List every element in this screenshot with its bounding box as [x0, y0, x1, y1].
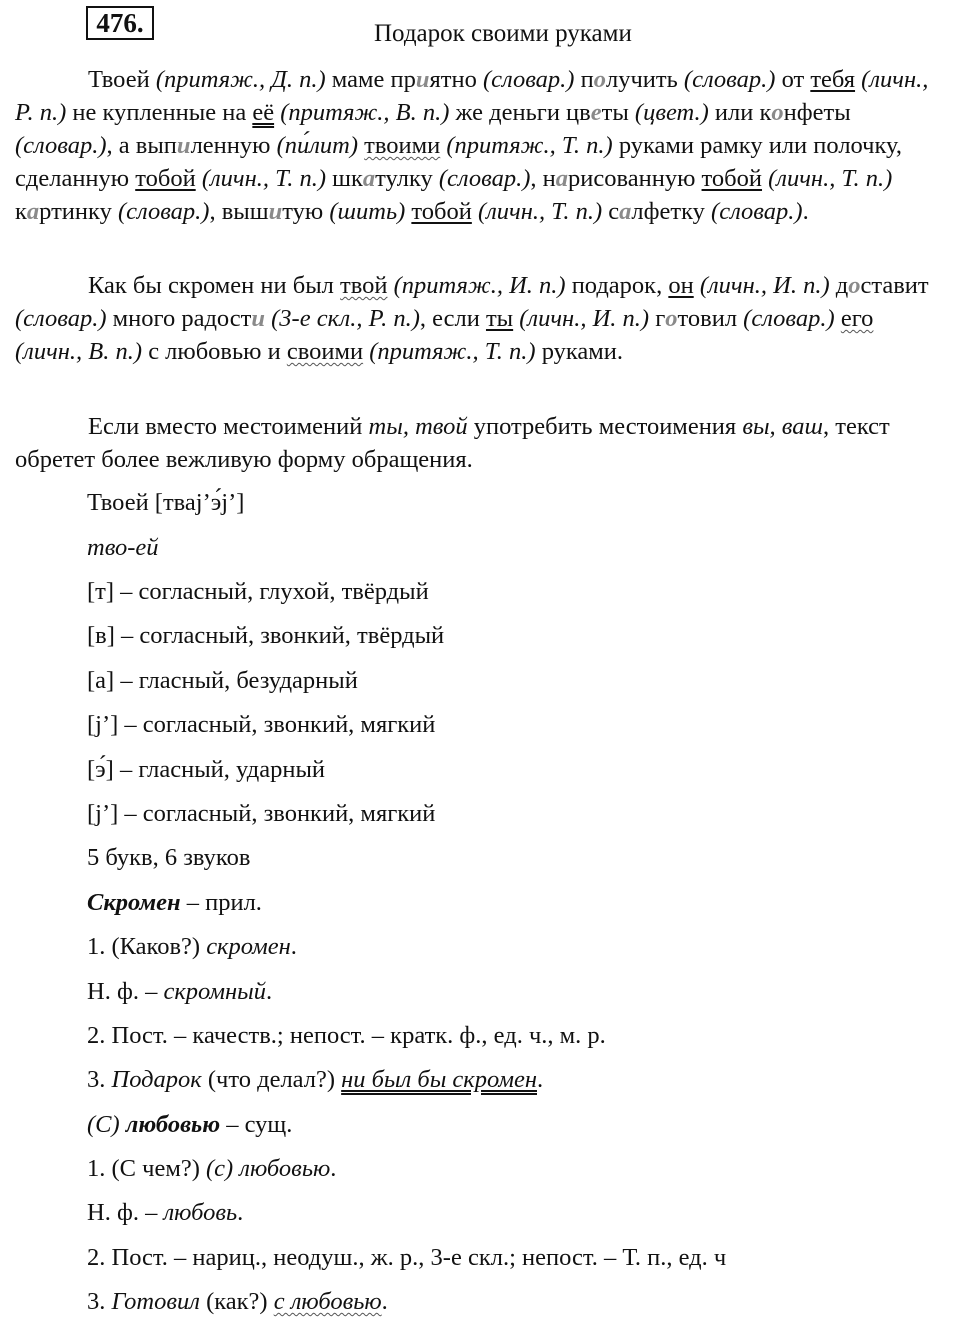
morph-line: 1. (С чем?) (с) любовью.	[87, 1155, 337, 1182]
morph-header-noun	[87, 1110, 292, 1140]
text-run: – прил.	[180, 889, 262, 916]
text-run: , выш	[209, 198, 269, 225]
text-run-italic: (с) любовью	[205, 1155, 331, 1182]
grammar-note: (личн., Т. п.)	[477, 198, 603, 225]
predicate-underlined: ни был бы скромен	[341, 1066, 537, 1093]
underlined-word: тобой	[701, 165, 763, 192]
text-run: Н. ф. –	[87, 978, 164, 1005]
vowel-highlight: и	[251, 305, 266, 332]
grammar-note: (3-е скл., Р. п.)	[271, 305, 420, 332]
text-run: , а вып	[106, 132, 177, 159]
text-run: товил	[677, 305, 744, 332]
sound-analysis-line: [т] – согласный, глухой, твёрдый	[87, 578, 429, 605]
grammar-note: (пи́лит)	[276, 132, 359, 159]
vowel-highlight: и	[415, 66, 430, 93]
text-run: .	[381, 1288, 388, 1315]
paragraph-3	[15, 410, 945, 476]
text-run: ставит	[860, 272, 929, 299]
morph-header-adjective	[87, 888, 262, 918]
morph-line	[87, 1065, 543, 1095]
grammar-note: (личн., Р. п.)	[15, 66, 929, 126]
morph-line: Н. ф. – любовь.	[87, 1199, 244, 1226]
vowel-highlight: е	[590, 99, 602, 126]
grammar-note: (словар.)	[743, 305, 835, 332]
text-run-italic: Готовил	[111, 1288, 200, 1315]
text-run: 1. (Каков?)	[87, 933, 207, 960]
sound-analysis-line: [а] – гласный, безударный	[87, 667, 358, 694]
vowel-highlight: и	[176, 132, 191, 159]
text-run: ленную	[190, 132, 277, 159]
text-run: , текст обретет более вежливую форму обращения.	[15, 413, 890, 473]
text-run: (что делал?)	[201, 1066, 342, 1093]
text-run: 3.	[87, 1066, 112, 1093]
text-run: же деньги цв	[449, 99, 591, 126]
analyzed-word: любовью	[125, 1111, 221, 1138]
text-run-italic: скромен	[206, 933, 291, 960]
sound-analysis-line: [j’] – согласный, звонкий, мягкий	[87, 711, 436, 738]
sound-analysis-line: [э́] – гласный, ударный	[87, 756, 326, 783]
morph-line: Н. ф. – скромный.	[87, 978, 273, 1005]
text-run: .	[802, 198, 809, 225]
underlined-word: тебя	[810, 66, 856, 93]
exercise-number: 476.	[86, 6, 154, 40]
grammar-note: (личн., И. п.)	[519, 305, 650, 332]
grammar-note: (притяж., Т. п.)	[369, 338, 536, 365]
text-run: Твоей	[88, 66, 156, 93]
sound-analysis-line: [в] – согласный, звонкий, твёрдый	[87, 622, 445, 649]
syllable-split: тво-ей	[87, 534, 159, 561]
text-run-italic: любовь	[163, 1199, 238, 1226]
pronoun-example: вы, ваш	[742, 413, 824, 440]
grammar-note: (цвет.)	[634, 99, 709, 126]
text-run: ты	[601, 99, 635, 126]
underlined-word: своими	[286, 338, 364, 365]
text-run: г	[649, 305, 666, 332]
text-run: п	[574, 66, 594, 93]
vowel-highlight: а	[362, 165, 376, 192]
grammar-note: (шить)	[329, 198, 406, 225]
grammar-note: (притяж., Т. п.)	[446, 132, 613, 159]
text-run: от	[775, 66, 811, 93]
text-run: тулку	[375, 165, 439, 192]
morph-line	[87, 1287, 388, 1317]
paragraph-1	[15, 63, 945, 228]
text-run: , если	[419, 305, 486, 332]
text-run: не купленные на	[66, 99, 253, 126]
text-run: 3.	[87, 1288, 112, 1315]
morph-line: 2. Пост. – качеств.; непост. – кратк. ф., ед. ч., м. р.	[87, 1022, 606, 1049]
text-run: лфетку	[631, 198, 712, 225]
analyzed-word: Скромен	[87, 889, 181, 916]
text-run: руками.	[535, 338, 624, 365]
vowel-highlight: о	[771, 99, 784, 126]
grammar-note: (словар.)	[15, 305, 107, 332]
grammar-note: (словар.)	[711, 198, 803, 225]
vowel-highlight: а	[555, 165, 569, 192]
text-run: рисованную	[568, 165, 702, 192]
underlined-word: твой	[340, 272, 388, 299]
pronoun-example: ты, твой	[368, 413, 468, 440]
text-run: 1. (С чем?)	[87, 1155, 206, 1182]
text-run: д	[829, 272, 849, 299]
morph-line: 1. (Каков?) скромен.	[87, 933, 297, 960]
vowel-highlight: о	[593, 66, 606, 93]
grammar-note: (словар.)	[438, 165, 531, 192]
vowel-highlight: а	[26, 198, 40, 225]
vowel-highlight: а	[619, 198, 632, 225]
sound-analysis-line: [j’] – согласный, звонкий, мягкий	[87, 800, 436, 827]
grammar-note: (личн., В. п.)	[15, 338, 143, 365]
text-run: ртинку	[39, 198, 118, 225]
text-run: руками рамку или полочку, сделанную	[15, 132, 902, 192]
underlined-word: твоими	[364, 132, 441, 159]
grammar-note: (притяж., Д. п.)	[155, 66, 326, 93]
underlined-word: он	[668, 272, 694, 299]
underlined-word: тобой	[135, 165, 196, 192]
text-run: Н. ф. –	[87, 1199, 164, 1226]
grammar-note: (притяж., И. п.)	[393, 272, 566, 299]
text-title: Подарок своими руками	[374, 20, 632, 47]
text-run: Как бы скромен ни был	[88, 272, 341, 299]
grammar-note: (притяж., В. п.)	[280, 99, 450, 126]
text-run: маме пр	[325, 66, 416, 93]
text-run: .	[537, 1066, 544, 1093]
grammar-note: (словар.)	[15, 132, 107, 159]
paragraph-2	[15, 269, 945, 368]
grammar-note: (личн., Т. п.)	[201, 165, 326, 192]
underlined-word: его	[840, 305, 874, 332]
text-run: шк	[326, 165, 363, 192]
grammar-note: (словар.)	[482, 66, 575, 93]
letter-sound-count: 5 букв, 6 звуков	[87, 844, 251, 871]
text-run: много радост	[106, 305, 252, 332]
vowel-highlight: о	[665, 305, 678, 332]
text-run-italic: (С)	[87, 1111, 126, 1138]
text-run: с любовью и	[142, 338, 287, 365]
vowel-highlight: о	[848, 272, 861, 299]
grammar-note: (личн., Т. п.)	[768, 165, 893, 192]
text-run: употребить местоимения	[467, 413, 743, 440]
underlined-word: ты	[485, 305, 514, 332]
text-run-italic: скромный	[163, 978, 266, 1005]
text-run: тую	[282, 198, 330, 225]
vowel-highlight: и	[268, 198, 283, 225]
adverbial-underlined: с любовью	[273, 1288, 382, 1315]
text-run: Если вместо местоимений	[88, 413, 369, 440]
text-run-italic: Подарок	[111, 1066, 202, 1093]
text-run: с	[602, 198, 620, 225]
text-run: (как?)	[199, 1288, 274, 1315]
text-run: или к	[708, 99, 772, 126]
grammar-note: (словар.)	[117, 198, 210, 225]
underlined-word: тобой	[411, 198, 472, 225]
text-run: ятно	[429, 66, 483, 93]
text-run: к	[15, 198, 27, 225]
phonetic-transcription: Твоей [тваj’э́j’]	[87, 489, 245, 516]
text-run: лучить	[605, 66, 684, 93]
text-run: , н	[530, 165, 556, 192]
morph-line: 2. Пост. – нариц., неодуш., ж. р., 3-е скл.; непост. – Т. п., ед. ч	[87, 1244, 727, 1271]
grammar-note: (словар.)	[683, 66, 776, 93]
text-run: – сущ.	[220, 1111, 293, 1138]
grammar-note: (личн., И. п.)	[699, 272, 830, 299]
underlined-word: её	[252, 99, 275, 126]
text-run: подарок,	[565, 272, 669, 299]
text-run: нфеты	[783, 99, 851, 126]
